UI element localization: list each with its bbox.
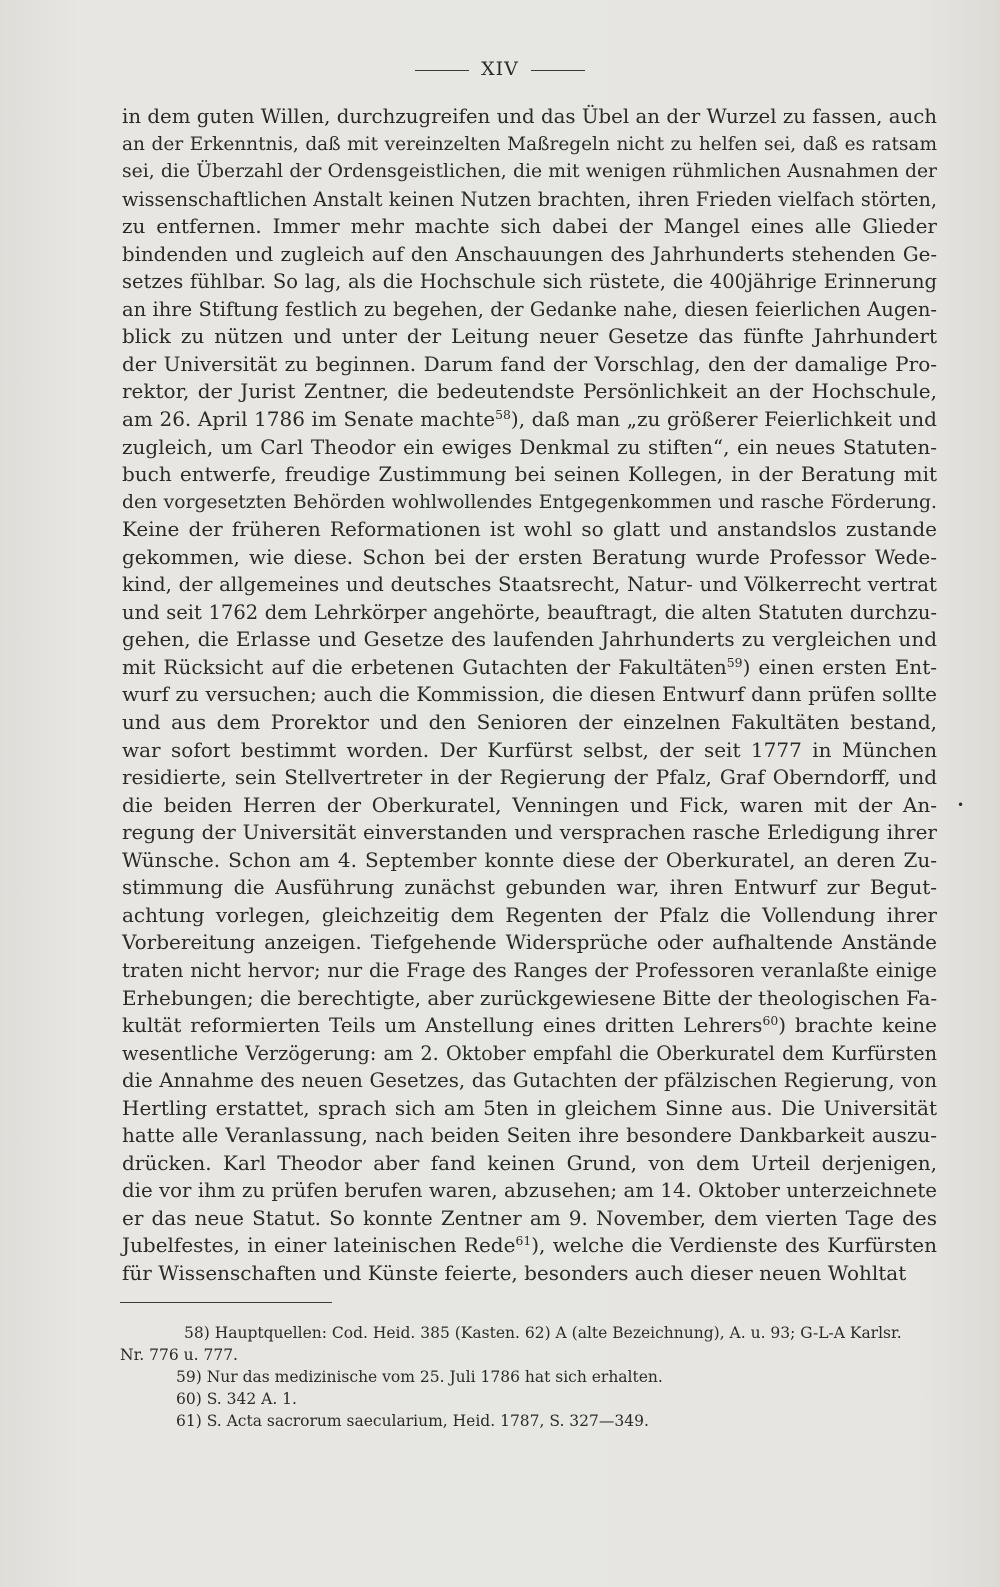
footnote-ref-60[interactable]: 60 bbox=[762, 1013, 779, 1029]
footnotes bbox=[120, 1322, 935, 1432]
text-line: die Annahme des neuen Gesetzes, das Gutachten der pfälzischen Regierung, von bbox=[122, 1069, 937, 1093]
text-line: Vorbereitung anzeigen. Tiefgehende Widersprüche oder aufhaltende Anstände bbox=[122, 930, 937, 955]
footnote-58 bbox=[120, 1322, 935, 1344]
text-segment: ), daß man „zu größerer Feierlichkeit und bbox=[510, 407, 937, 432]
text-line: achtung vorlegen, gleichzeitig dem Regenten der Pfalz die Vollendung ihrer bbox=[122, 902, 937, 927]
footnote-ref-58[interactable]: 58 bbox=[495, 407, 511, 423]
footnote-separator bbox=[120, 1302, 332, 1303]
text-line: gehen, die Erlasse und Gesetze des laufenden Jahrhunderts zu vergleichen und bbox=[122, 627, 937, 652]
text-line: hatte alle Veranlassung, nach beiden Seiten ihre besondere Dankbarkeit auszu- bbox=[122, 1123, 937, 1148]
text-line: wesentliche Verzögerung: am 2. Oktober empfahl die Oberkuratel dem Kurfürsten bbox=[122, 1041, 937, 1065]
text-line: residierte, sein Stellvertreter in der Regierung der Pfalz, Graf Oberndorff, und bbox=[122, 765, 937, 790]
text-line: die vor ihm zu prüfen berufen waren, abzusehen; am 14. Oktober unterzeichnete bbox=[122, 1179, 937, 1203]
page-header bbox=[0, 58, 1000, 80]
footnote-ref-61[interactable]: 61 bbox=[515, 1233, 532, 1249]
text-line: rektor, der Jurist Zentner, die bedeutendste Persönlichkeit an der Hochschule, bbox=[122, 379, 937, 404]
footnote-ref-59[interactable]: 59 bbox=[726, 655, 743, 671]
text-line: Wünsche. Schon am 4. September konnte diese der Oberkuratel, an deren Zu- bbox=[122, 847, 937, 872]
footnote-number: 58) bbox=[184, 1324, 210, 1342]
text-line: der Universität zu beginnen. Darum fand der Vorschlag, den der damalige Pro- bbox=[122, 351, 937, 376]
text-segment: ) einen ersten Ent- bbox=[742, 654, 937, 679]
text-line: traten nicht hervor; nur die Frage des Ranges der Professoren veranlaßte einige bbox=[122, 958, 937, 982]
page-number: XIV bbox=[481, 58, 519, 80]
text-line: blick zu nützen und unter der Leitung neuer Gesetze das fünfte Jahrhundert bbox=[122, 324, 937, 349]
text-line: setzes fühlbar. So lag, als die Hochschule sich rüstete, die 400jährige Erinnerung bbox=[122, 270, 937, 294]
text-line: wissenschaftlichen Anstalt keinen Nutzen brachten, ihren Frieden vielfach störten, bbox=[122, 187, 937, 211]
footnote-60: 60) S. 342 A. 1. bbox=[176, 1390, 297, 1408]
text-line: war sofort bestimmt worden. Der Kurfürst selbst, der seit 1777 in München bbox=[122, 737, 937, 762]
text-line: und seit 1762 dem Lehrkörper angehörte, beauftragt, die alten Statuten durchzu- bbox=[122, 600, 937, 624]
text-line: für Wissenschaften und Künste feierte, besonders auch dieser neuen Wohltat bbox=[122, 1260, 907, 1285]
text-segment: ), welche die Verdienste des Kurfürsten bbox=[531, 1233, 938, 1258]
text-line: kind, der allgemeines und deutsches Staatsrecht, Natur- und Völkerrecht vertrat bbox=[122, 573, 937, 597]
text-line: Erhebungen; die berechtigte, aber zurückgewiesene Bitte der theologischen Fa- bbox=[122, 985, 938, 1010]
text-line: Keine der früheren Reformationen ist wohl so glatt und anstandslos zustande bbox=[122, 517, 937, 542]
body-text bbox=[122, 103, 937, 1288]
text-line: an der Erkenntnis, daß mit vereinzelten Maßregeln nicht zu helfen sei, daß es ratsam bbox=[122, 133, 937, 155]
margin-dot: • bbox=[957, 798, 965, 812]
header-rule-right bbox=[531, 70, 585, 71]
text-line: buch entwerfe, freudige Zustimmung bei seinen Kollegen, in der Beratung mit bbox=[122, 462, 937, 487]
text-line: an ihre Stiftung festlich zu begehen, der Gedanke nahe, diesen feierlichen Augen- bbox=[122, 297, 937, 321]
text-line: gekommen, wie diese. Schon bei der ersten Beratung wurde Professor Wede- bbox=[122, 544, 937, 569]
text-line: zu entfernen. Immer mehr machte sich dabei der Mangel eines alle Glieder bbox=[122, 214, 937, 239]
text-line: und aus dem Prorektor und den Senioren der einzelnen Fakultäten bestand, bbox=[122, 710, 937, 735]
text-line bbox=[122, 1232, 937, 1260]
text-line bbox=[122, 1012, 937, 1040]
text-line: Hertling erstattet, sprach sich am 5ten in gleichem Sinne aus. Die Universität bbox=[122, 1095, 937, 1120]
text-segment: mit Rücksicht auf die erbetenen Gutachten der Fakultäten bbox=[122, 654, 727, 679]
text-line: regung der Universität einverstanden und versprachen rasche Erledigung ihrer bbox=[122, 820, 937, 845]
text-segment: Jubelfestes, in einer lateinischen Rede bbox=[122, 1233, 516, 1258]
footnote-59: 59) Nur das medizinische vom 25. Juli 1786 hat sich erhalten. bbox=[176, 1368, 663, 1386]
text-line: drücken. Karl Theodor aber fand keinen Grund, von dem Urteil derjenigen, bbox=[122, 1150, 937, 1175]
text-line: zugleich, um Carl Theodor ein ewiges Denkmal zu stiften“, ein neues Statuten- bbox=[122, 434, 937, 459]
text-segment: am 26. April 1786 im Senate machte bbox=[122, 407, 496, 432]
text-segment: ) brachte keine bbox=[778, 1013, 938, 1038]
text-line: stimmung die Ausführung zunächst gebunden war, ihren Entwurf zur Begut- bbox=[122, 875, 937, 900]
footnote-58-continuation: Nr. 776 u. 777. bbox=[120, 1346, 238, 1364]
text-line: bindenden und zugleich auf den Anschauungen des Jahrhunderts stehenden Ge- bbox=[122, 242, 937, 266]
text-line: wurf zu versuchen; auch die Kommission, die diesen Entwurf dann prüfen sollte bbox=[122, 682, 937, 707]
text-line bbox=[122, 654, 937, 682]
text-line: sei, die Überzahl der Ordensgeistlichen, die mit wenigen rühmlichen Ausnahmen der bbox=[122, 161, 937, 183]
footnote-61: 61) S. Acta sacrorum saecularium, Heid. 1787, S. 327—349. bbox=[176, 1412, 649, 1430]
header-rule-left bbox=[415, 70, 469, 71]
text-line bbox=[122, 406, 937, 434]
text-line: in dem guten Willen, durchzugreifen und das Übel an der Wurzel zu fassen, auch bbox=[122, 105, 937, 128]
text-line: den vorgesetzten Behörden wohlwollendes Entgegenkommen und rasche Förderung. bbox=[122, 491, 937, 513]
text-line: die beiden Herren der Oberkuratel, Venningen und Fick, waren mit der An- bbox=[122, 792, 937, 817]
footnote-text: Hauptquellen: Cod. Heid. 385 (Kasten. 62) A (alte Bezeichnung), A. u. 93; G-L-A Karlsr. bbox=[209, 1324, 902, 1342]
text-segment: kultät reformierten Teils um Anstellung eines dritten Lehrers bbox=[122, 1013, 763, 1038]
text-line: er das neue Statut. So konnte Zentner am 9. November, dem vierten Tage des bbox=[122, 1205, 937, 1230]
